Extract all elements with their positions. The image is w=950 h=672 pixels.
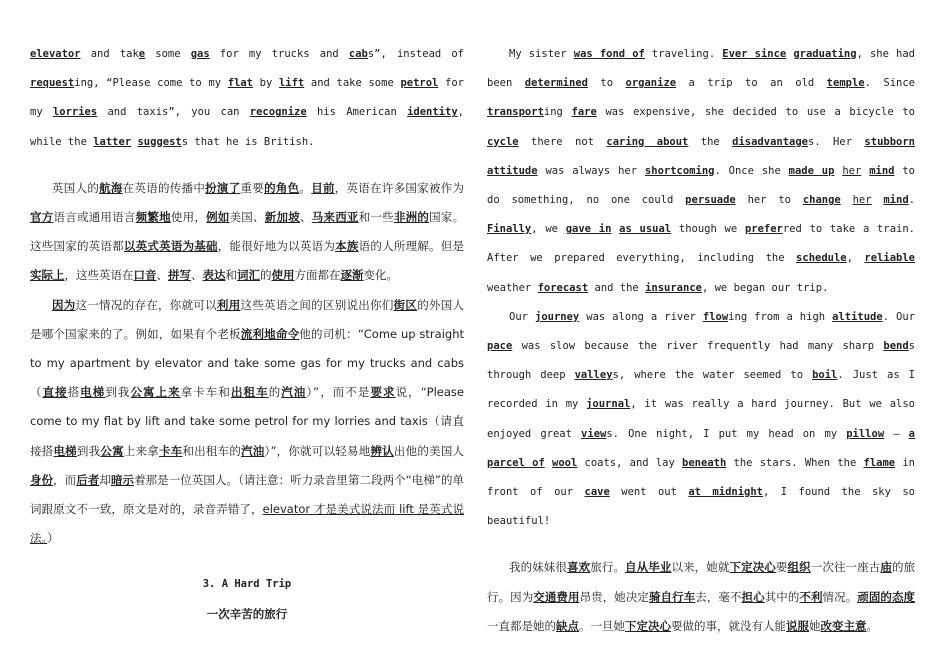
text-run: 其中的 bbox=[764, 589, 800, 604]
text-run: 英国人的 bbox=[52, 180, 100, 195]
vocab-term: 骑自行车 bbox=[648, 589, 696, 604]
vocab-term: at midnight bbox=[688, 486, 764, 499]
vocab-term: graduating bbox=[793, 48, 857, 60]
vocab-term: insurance bbox=[645, 281, 702, 294]
vocab-term: determined bbox=[524, 77, 588, 90]
text-run: 出他的美国人 bbox=[393, 443, 465, 458]
vocab-term: 喜欢 bbox=[567, 560, 591, 575]
text-run: , we began our trip. bbox=[701, 281, 829, 294]
text-run: ，英语在许多国家被作为 bbox=[334, 180, 465, 195]
vocab-term: journal bbox=[586, 398, 631, 411]
vocab-term: 下定决心 bbox=[625, 618, 671, 633]
vocab-term: suggest bbox=[137, 135, 182, 148]
vocab-term: 频繁地 bbox=[135, 210, 171, 225]
vocab-term: elevator bbox=[30, 48, 81, 60]
text-run: weather bbox=[487, 281, 538, 294]
vocab-term: e bbox=[138, 48, 146, 60]
vocab-term: 实际上 bbox=[30, 268, 65, 283]
underlined-text: elevator 才是美式说法而 lift 是英式说法。 bbox=[30, 502, 465, 546]
text-run: 。 bbox=[866, 618, 878, 633]
vocab-term: 下定决心 bbox=[729, 560, 776, 575]
text-run: . Since bbox=[864, 77, 915, 90]
vocab-term: 要求 bbox=[370, 385, 396, 400]
text-run: Our bbox=[509, 310, 535, 323]
text-run: traveling. bbox=[644, 48, 723, 60]
text-run: though we bbox=[671, 223, 745, 236]
vocab-term: 公寓上来 bbox=[130, 385, 181, 400]
vocab-term: caring about bbox=[606, 135, 689, 148]
vocab-term: 改变主意 bbox=[820, 618, 867, 633]
text-run: 去，毫不 bbox=[695, 589, 742, 604]
text-run: was always her bbox=[537, 164, 645, 177]
vocab-term: 出租车 bbox=[231, 385, 269, 400]
text-run: , while the bbox=[30, 106, 464, 148]
text-run: 到我 bbox=[105, 385, 131, 400]
text-run: ） bbox=[47, 531, 59, 546]
text-run: . Our bbox=[882, 310, 916, 323]
vocab-term: 表达 bbox=[202, 268, 226, 283]
vocab-term: organize bbox=[625, 77, 677, 90]
vocab-term: cave bbox=[584, 486, 610, 499]
text-run: 要做的事，就没有人能 bbox=[671, 618, 786, 633]
text-run: 的 bbox=[260, 268, 272, 283]
text-run: 重要 bbox=[240, 180, 265, 195]
text-run bbox=[841, 194, 853, 206]
vocab-term: 暗示 bbox=[110, 472, 135, 487]
chinese-paragraph bbox=[487, 553, 915, 641]
text-run: ，而 bbox=[53, 472, 77, 487]
text-run: ）”，而不是 bbox=[306, 385, 371, 400]
text-run: 美国、 bbox=[229, 210, 265, 225]
text-run: 到我 bbox=[76, 443, 101, 458]
vocab-term: valley bbox=[574, 369, 613, 382]
vocab-term: forecast bbox=[537, 281, 589, 294]
text-run: 、 bbox=[156, 268, 168, 283]
text-run: 国家。这些国家的英语都 bbox=[30, 210, 465, 254]
text-run: 搭 bbox=[67, 385, 81, 400]
text-run: ，这些英语在 bbox=[64, 268, 134, 283]
vocab-term: shortcoming bbox=[644, 164, 715, 177]
text-run: 和 bbox=[225, 268, 237, 283]
text-run: and take some bbox=[304, 77, 401, 90]
text-run: ing from a high bbox=[728, 310, 833, 323]
vocab-term: 庙 bbox=[880, 560, 892, 575]
vocab-term: mind bbox=[869, 164, 895, 177]
vocab-term: recognize bbox=[249, 106, 307, 119]
vocab-term: lorries bbox=[52, 106, 98, 119]
vocab-term: 身份 bbox=[30, 472, 54, 487]
vocab-term: 口音 bbox=[133, 268, 157, 283]
text-run: . Once she bbox=[714, 164, 789, 177]
vocab-term: persuade bbox=[685, 194, 736, 207]
text-run: the bbox=[688, 135, 733, 148]
vocab-term: 拼写 bbox=[168, 268, 191, 283]
vocab-term: 汽油 bbox=[241, 443, 265, 458]
text-run: 他的司机：“Come up straight to my apartment by elevator and take some gas for my trucks and cabs（ bbox=[30, 326, 465, 400]
text-run: , we bbox=[531, 223, 566, 236]
english-paragraph bbox=[487, 40, 915, 303]
vocab-term: gave in bbox=[565, 223, 612, 236]
vocab-term: flame bbox=[863, 456, 896, 469]
vocab-term: mind bbox=[883, 194, 909, 207]
vocab-term: 顽固的态度 bbox=[857, 589, 916, 604]
text-run: a trip to an old bbox=[676, 77, 827, 90]
text-run: 变化。 bbox=[363, 268, 398, 283]
vocab-term: 公寓 bbox=[100, 443, 124, 458]
text-run: in front of our bbox=[487, 456, 915, 499]
vocab-term: disadvantage bbox=[732, 135, 808, 148]
vocab-term: flat bbox=[227, 77, 253, 90]
text-run: was slow because the river frequently had many sharp bbox=[512, 340, 884, 353]
text-run: — bbox=[884, 427, 909, 440]
vocab-term: 缺点 bbox=[556, 618, 579, 633]
vocab-term: reliable bbox=[864, 252, 915, 265]
text-run: 却 bbox=[99, 472, 111, 487]
text-run: 昂贵，她决定 bbox=[579, 589, 649, 604]
text-run: s”, instead of bbox=[367, 48, 465, 60]
vocab-term: stubborn bbox=[864, 135, 915, 148]
chinese-paragraph bbox=[30, 174, 464, 291]
text-run: some bbox=[145, 48, 191, 60]
vocab-term: journey bbox=[535, 310, 580, 323]
underlined-text: her bbox=[842, 164, 862, 177]
text-run: 上来拿 bbox=[123, 443, 159, 458]
vocab-term: 官方 bbox=[30, 210, 54, 225]
vocab-term: gas bbox=[190, 48, 210, 60]
text-run: went out bbox=[609, 486, 689, 499]
vocab-term: 辨认 bbox=[370, 443, 394, 458]
section-title: 3. A Hard Trip bbox=[202, 578, 292, 591]
text-run: ，能很好地为以英语为 bbox=[217, 239, 336, 254]
vocab-term: beneath bbox=[682, 456, 727, 469]
text-run: 情况。 bbox=[822, 589, 858, 604]
text-run: 方面都在 bbox=[294, 268, 341, 283]
text-run: there not bbox=[518, 135, 607, 148]
vocab-term: attitude bbox=[487, 164, 538, 177]
text-run: , bbox=[846, 252, 865, 265]
text-run: s through deep bbox=[487, 340, 915, 382]
text-run: , I found the sky so beautiful! bbox=[487, 486, 915, 528]
vocab-term: 卡车 bbox=[158, 443, 183, 458]
text-run: . bbox=[908, 194, 916, 207]
vocab-term: 担心 bbox=[741, 589, 765, 604]
vocab-term: boil bbox=[812, 369, 838, 382]
vocab-term: wool bbox=[552, 456, 578, 469]
text-run: the stars. When the bbox=[726, 456, 864, 469]
vocab-term: transport bbox=[487, 106, 544, 119]
vocab-term: bend bbox=[883, 340, 909, 353]
vocab-term: identity bbox=[407, 106, 458, 119]
text-run: 旅行。 bbox=[590, 560, 626, 575]
text-run: 语的人所理解。但是 bbox=[358, 239, 465, 254]
text-run: and taxis”, you can bbox=[97, 106, 250, 119]
text-run: , it was really a hard journey. But we also enjoyed great bbox=[487, 398, 915, 440]
vocab-term: cycle bbox=[487, 135, 519, 148]
text-run: s. One night, I put my head on my bbox=[606, 427, 847, 440]
text-run bbox=[861, 165, 869, 177]
text-run: 着那是一位英国人。（请注意：听力录音里第二段两个“电梯”的单词跟原文不一致，原文是对的，录音弄错了， bbox=[30, 472, 465, 517]
text-run: 、 bbox=[191, 268, 203, 283]
vocab-term: Finally bbox=[487, 223, 532, 236]
vocab-term: 扮演了 bbox=[205, 180, 241, 195]
vocab-term: made up bbox=[788, 164, 835, 177]
vocab-term: fare bbox=[571, 106, 597, 119]
text-run: 在英语的传播中 bbox=[122, 180, 206, 195]
text-run: by bbox=[252, 77, 279, 90]
text-run: 她 bbox=[809, 618, 821, 633]
text-run: her to bbox=[735, 194, 803, 207]
text-run: and tak bbox=[80, 48, 139, 60]
text-run: 的外国人是哪个国家来的了。例如，如果有个老板 bbox=[30, 297, 465, 341]
text-run: 以来，她就 bbox=[671, 560, 730, 575]
text-run: , she had been bbox=[487, 48, 915, 90]
text-run: 语言或通用语言 bbox=[53, 210, 136, 225]
chinese-paragraph bbox=[30, 291, 464, 554]
right-column bbox=[487, 40, 915, 641]
text-run: 要 bbox=[775, 560, 788, 575]
vocab-term: as usual bbox=[619, 223, 672, 236]
vocab-term: 非洲的 bbox=[393, 210, 430, 225]
vocab-term: 新加坡 bbox=[264, 210, 300, 225]
vocab-term: 不利 bbox=[799, 589, 823, 604]
text-run: 一直都是她的 bbox=[487, 618, 556, 633]
vocab-term: 街区 bbox=[393, 297, 418, 312]
vocab-term: 流利地命令 bbox=[240, 326, 300, 341]
vocab-term: petrol bbox=[400, 77, 439, 90]
vocab-term: 因为 bbox=[52, 297, 76, 312]
text-run bbox=[872, 194, 884, 206]
vocab-term: flow bbox=[702, 310, 729, 323]
text-run: 的旅行。因为 bbox=[487, 560, 916, 604]
text-run: 这些英语之间的区别说出你们 bbox=[240, 297, 394, 312]
text-run: s, where the water seemed to bbox=[612, 369, 813, 382]
text-run: was expensive, she decided to use a bicycle to bbox=[596, 106, 915, 119]
text-run: 这一情况的存在，你就可以 bbox=[75, 297, 217, 312]
text-run: ）”，你就可以轻易地 bbox=[264, 443, 371, 458]
text-run: for my trucks and bbox=[209, 48, 349, 60]
vocab-term: 逐渐 bbox=[340, 268, 364, 283]
vocab-term: 组织 bbox=[787, 560, 811, 575]
text-run: his American bbox=[306, 106, 408, 119]
text-run bbox=[545, 457, 552, 469]
vocab-term: 自从毕业 bbox=[625, 560, 672, 575]
english-paragraph bbox=[30, 40, 464, 157]
vocab-term: 以英式英语为基础 bbox=[123, 239, 218, 254]
vocab-term: 使用 bbox=[271, 268, 295, 283]
text-run: 说，“Please come to my flat by lift and take some petrol for my lorries and taxis（请直接搭 bbox=[30, 385, 464, 458]
text-run: ing bbox=[543, 106, 572, 119]
text-run: 。 bbox=[299, 180, 312, 195]
text-run: and the bbox=[588, 281, 646, 294]
text-run: to bbox=[587, 77, 626, 90]
vocab-term: 马来西亚 bbox=[311, 210, 359, 225]
vocab-term: 汽油 bbox=[281, 385, 307, 400]
text-run: to do something, no one could bbox=[487, 164, 915, 207]
text-run: 一次往一座古 bbox=[810, 560, 881, 575]
text-run: 的 bbox=[268, 385, 282, 400]
vocab-term: temple bbox=[826, 77, 865, 90]
vocab-term: 电梯 bbox=[80, 385, 106, 400]
text-run: 。一旦她 bbox=[579, 618, 625, 633]
vocab-term: 的角色 bbox=[264, 180, 300, 195]
text-run: My sister bbox=[509, 48, 574, 60]
text-run: 、 bbox=[300, 210, 312, 225]
underlined-text: her bbox=[852, 194, 872, 207]
vocab-term: 直接 bbox=[42, 385, 68, 400]
vocab-term: lift bbox=[278, 77, 305, 90]
vocab-term: latter bbox=[93, 135, 132, 148]
vocab-term: 利用 bbox=[216, 297, 241, 312]
vocab-term: altitude bbox=[832, 310, 883, 323]
vocab-term: pace bbox=[487, 340, 513, 353]
text-run: 使用， bbox=[170, 210, 207, 225]
vocab-term: 电梯 bbox=[53, 443, 77, 458]
vocab-term: 词汇 bbox=[237, 268, 260, 283]
english-paragraph bbox=[487, 303, 915, 537]
text-run: red to take a train. After we prepared everything, including the bbox=[487, 223, 915, 265]
text-run: 和一些 bbox=[358, 210, 394, 225]
text-run: s. Her bbox=[808, 135, 865, 148]
vocab-term: cab bbox=[348, 48, 368, 60]
vocab-term: 后者 bbox=[76, 472, 100, 487]
vocab-term: request bbox=[30, 77, 75, 90]
text-run: 我的妹妹很 bbox=[509, 560, 568, 575]
vocab-term: 说服 bbox=[786, 618, 809, 633]
text-run: ing, “Please come to my bbox=[74, 77, 228, 90]
text-run bbox=[611, 223, 619, 235]
section-title-chinese: 一次辛苦的旅行 bbox=[206, 606, 288, 621]
text-run: 和出租车的 bbox=[182, 443, 242, 458]
left-column bbox=[30, 40, 464, 629]
vocab-term: schedule bbox=[796, 252, 847, 265]
vocab-term: Ever since bbox=[722, 48, 787, 60]
vocab-term: prefer bbox=[744, 223, 783, 236]
text-run: s that he is British. bbox=[181, 135, 315, 148]
vocab-term: was fond of bbox=[573, 48, 645, 60]
vocab-term: pillow bbox=[846, 427, 885, 440]
vocab-term: 目前 bbox=[311, 180, 335, 195]
text-run: 拿卡车和 bbox=[180, 385, 231, 400]
vocab-term: view bbox=[581, 427, 607, 440]
text-run: . Just as I recorded in my bbox=[487, 369, 915, 411]
vocab-term: 航海 bbox=[99, 180, 123, 195]
vocab-term: change bbox=[802, 194, 841, 207]
text-run: for my bbox=[30, 77, 464, 119]
vocab-term: 例如 bbox=[206, 210, 230, 225]
vocab-term: 本族 bbox=[335, 239, 359, 254]
text-run: was along a river bbox=[579, 310, 703, 323]
text-run: coats, and lay bbox=[577, 456, 683, 469]
vocab-term: a parcel of bbox=[487, 427, 915, 469]
vocab-term: 交通费用 bbox=[533, 589, 580, 604]
